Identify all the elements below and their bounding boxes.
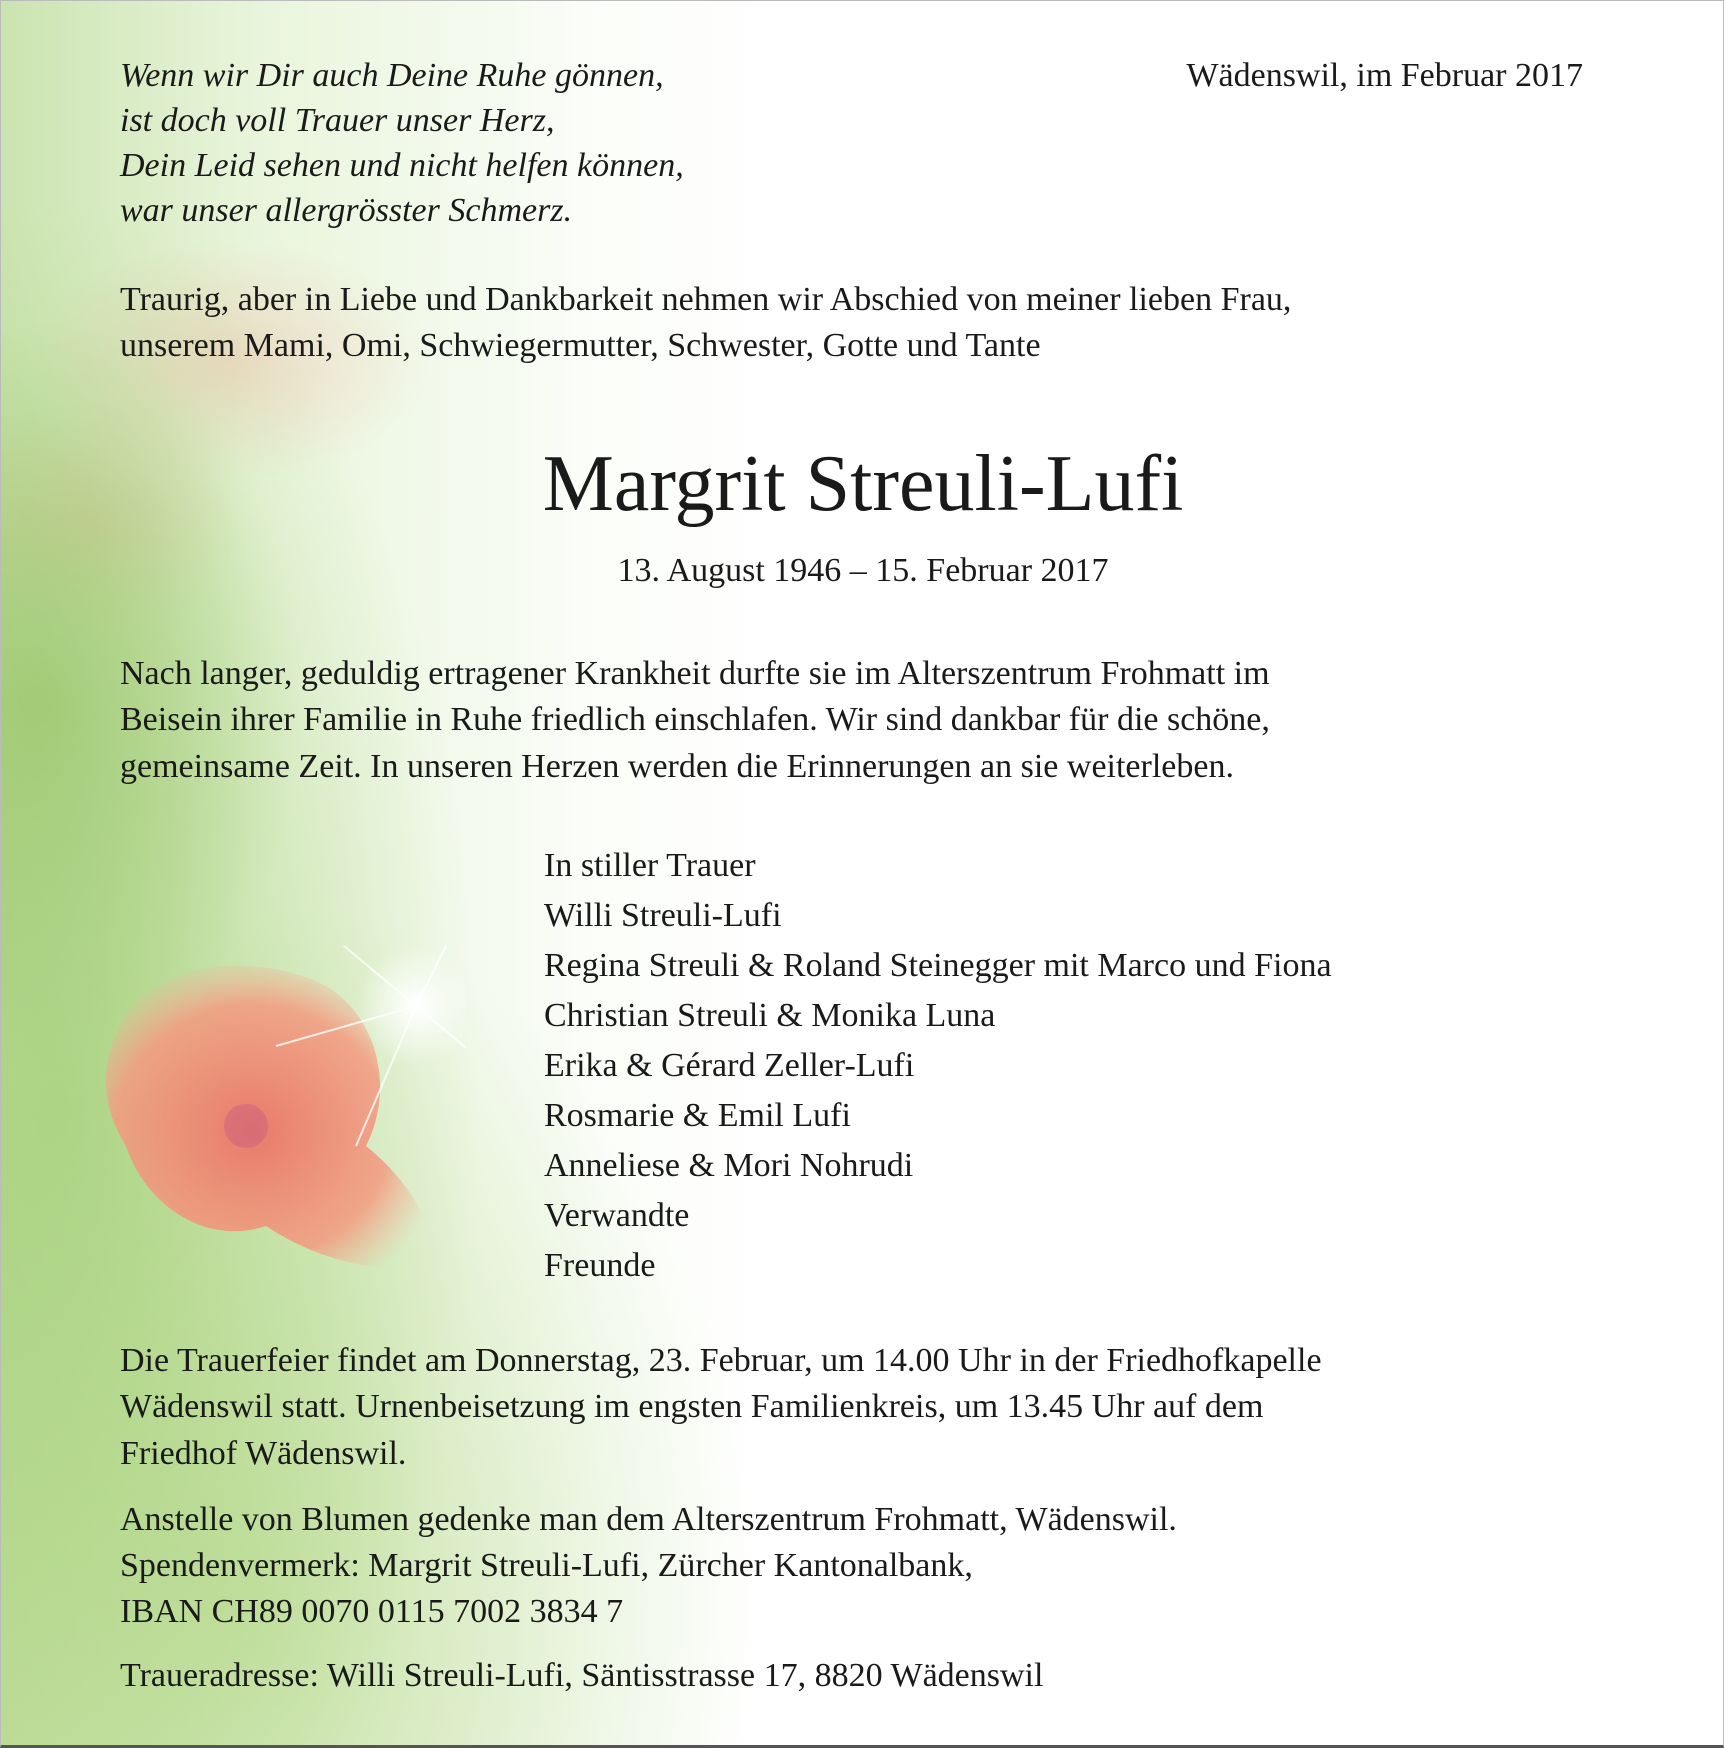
- intro-line: unserem Mami, Omi, Schwiegermutter, Schwester, Gotte und Tante: [120, 327, 1041, 364]
- message-line: Nach langer, geduldig ertragener Krankheit durfte sie im Alterszentrum Frohmatt im: [120, 655, 1270, 692]
- mourner-line: Verwandte: [544, 1197, 690, 1234]
- place-date: Wädenswil, im Februar 2017: [1186, 57, 1583, 94]
- mourner-line: Regina Streuli & Roland Steinegger mit Marco und Fiona: [544, 947, 1332, 984]
- poem-line: ist doch voll Trauer unser Herz,: [120, 102, 555, 139]
- mourner-line: Freunde: [544, 1247, 656, 1284]
- ceremony-line: Die Trauerfeier findet am Donnerstag, 23. Februar, um 14.00 Uhr in der Friedhofkapelle: [120, 1342, 1322, 1379]
- donation-iban: IBAN CH89 0070 0115 7002 3834 7: [120, 1593, 624, 1630]
- deceased-name: Margrit Streuli-Lufi: [542, 440, 1184, 528]
- donation-line: Spendenvermerk: Margrit Streuli-Lufi, Zürcher Kantonalbank,: [120, 1547, 973, 1584]
- mourner-line: In stiller Trauer: [544, 847, 756, 884]
- mourning-address: Traueradresse: Willi Streuli-Lufi, Säntisstrasse 17, 8820 Wädenswil: [120, 1657, 1044, 1694]
- poppy-image: [96, 946, 466, 1286]
- mourner-line: Rosmarie & Emil Lufi: [544, 1097, 851, 1134]
- ceremony-line: Friedhof Wädenswil.: [120, 1435, 407, 1472]
- message-line: Beisein ihrer Familie in Ruhe friedlich einschlafen. Wir sind dankbar für die schöne,: [120, 701, 1270, 738]
- life-dates: 13. August 1946 – 15. Februar 2017: [617, 552, 1109, 589]
- donation-line: Anstelle von Blumen gedenke man dem Alterszentrum Frohmatt, Wädenswil.: [120, 1501, 1177, 1538]
- mourner-line: Willi Streuli-Lufi: [544, 897, 782, 934]
- mourner-line: Erika & Gérard Zeller-Lufi: [544, 1047, 915, 1084]
- poem-line: Wenn wir Dir auch Deine Ruhe gönnen,: [120, 57, 664, 94]
- mourner-line: Anneliese & Mori Nohrudi: [544, 1147, 914, 1184]
- poem-line: war unser allergrösster Schmerz.: [120, 192, 573, 229]
- ceremony-line: Wädenswil statt. Urnenbeisetzung im engsten Familienkreis, um 13.45 Uhr auf dem: [120, 1388, 1264, 1425]
- mourner-line: Christian Streuli & Monika Luna: [544, 997, 996, 1034]
- intro-line: Traurig, aber in Liebe und Dankbarkeit nehmen wir Abschied von meiner lieben Frau,: [120, 281, 1292, 318]
- poem-line: Dein Leid sehen und nicht helfen können,: [120, 147, 684, 184]
- message-line: gemeinsame Zeit. In unseren Herzen werden die Erinnerungen an sie weiterleben.: [120, 748, 1234, 785]
